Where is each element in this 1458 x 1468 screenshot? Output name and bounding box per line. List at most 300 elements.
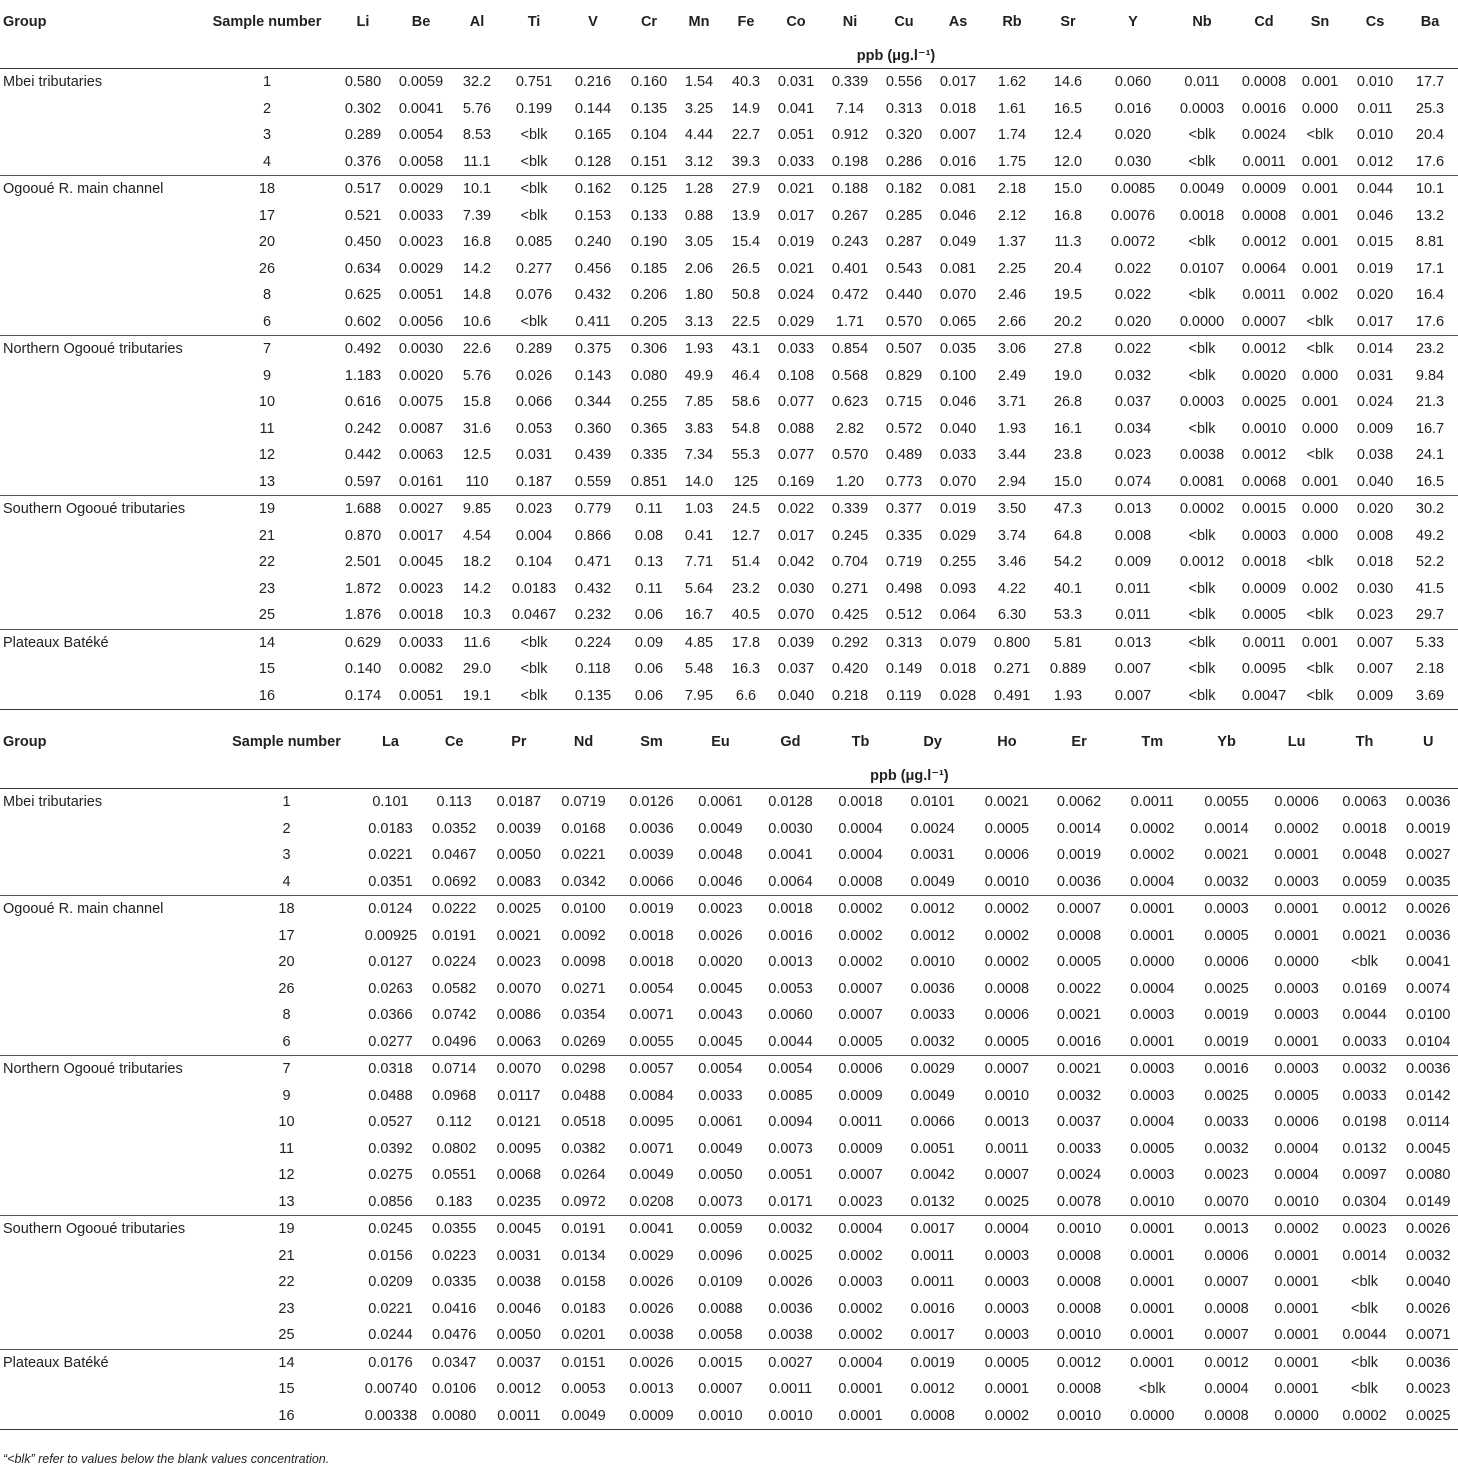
table-cell: 0.0018 (826, 789, 896, 816)
table-cell: 49.2 (1415, 527, 1445, 544)
table-cell: 0.472 (831, 287, 869, 304)
table-cell: 0.066 (515, 394, 553, 411)
table-cell: 0.287 (885, 234, 923, 251)
table-cell: 0.065 (939, 313, 977, 330)
table-cell: 0.183 (435, 1193, 473, 1210)
group-name (0, 229, 200, 256)
table-cell: 0.169 (777, 473, 815, 490)
table-cell: 0.0010 (685, 1403, 755, 1430)
table-cell: 0.0023 (838, 1193, 883, 1210)
table-cell: 0.0025 (768, 1247, 813, 1264)
sample-number: 4 (262, 153, 272, 170)
sample-number: 7 (212, 1056, 361, 1083)
table-cell: 0.0244 (368, 1327, 413, 1344)
table-cell: 0.0019 (1204, 1007, 1249, 1024)
table-cell: <blk (504, 629, 564, 656)
table-cell: 0.06 (622, 683, 676, 710)
table-cell: 2.06 (684, 260, 714, 277)
table-cell: 0.011 (1115, 607, 1151, 624)
table-cell: 15.8 (462, 394, 492, 411)
table-cell: 0.0006 (984, 1007, 1030, 1024)
table-cell: 0.199 (515, 100, 553, 117)
table-cell: 15.0 (1038, 176, 1098, 203)
table-cell: 0.0183 (368, 820, 413, 837)
table-cell: 0.255 (630, 394, 668, 411)
table-cell: 52.2 (1415, 554, 1445, 571)
table-cell: 0.0016 (1056, 1033, 1102, 1050)
table-cell: 0.0026 (629, 1274, 674, 1291)
table-cell: 0.023 (1114, 447, 1152, 464)
table-cell: 0.112 (436, 1114, 472, 1131)
table-cell: 0.0002 (838, 1247, 883, 1264)
table-cell: 0.0036 (1056, 873, 1102, 890)
element-column-header: Yb (1217, 734, 1236, 750)
sample-number: 1 (200, 69, 334, 96)
table-cell: 0.011 (1357, 100, 1393, 117)
table-cell: 0.046 (1356, 207, 1394, 224)
sample-number: 7 (200, 336, 334, 363)
table-cell: 0.0004 (1130, 1114, 1175, 1131)
table-cell: 0.623 (831, 394, 869, 411)
group-name (0, 923, 212, 950)
table-row (0, 1376, 1458, 1403)
table-row (0, 1243, 1458, 1270)
table-cell: 0.339 (822, 496, 878, 523)
table-cell: 4.44 (684, 127, 714, 144)
table-cell: 0.0035 (1406, 873, 1451, 890)
table-cell: 0.007 (1356, 661, 1394, 678)
table-cell: 0.113 (420, 789, 488, 816)
table-cell: 16.5 (1053, 100, 1083, 117)
table-cell: 0.491 (986, 683, 1038, 710)
table-cell: 0.335 (885, 527, 923, 544)
table-cell: 0.0049 (698, 1140, 743, 1157)
table-cell: 0.0033 (698, 1087, 743, 1104)
table-cell: 0.0012 (896, 896, 970, 923)
element-column-header: Cd (1254, 14, 1274, 30)
table-cell: 0.0012 (1331, 896, 1399, 923)
table-cell: 0.0001 (1130, 1247, 1175, 1264)
table-cell: 0.0023 (496, 954, 542, 971)
table-cell: 0.0026 (618, 1349, 686, 1376)
group-name (0, 96, 200, 123)
table-cell: 0.0004 (1204, 1381, 1249, 1398)
group-name (0, 256, 200, 283)
table-cell: 0.0802 (431, 1140, 477, 1157)
table-cell: 3.05 (684, 234, 714, 251)
sample-number: 8 (262, 287, 272, 304)
table-cell: 6.6 (722, 683, 770, 710)
table-cell: 0.0071 (629, 1140, 674, 1157)
table-cell: 0.0001 (1263, 896, 1331, 923)
table-cell: 0.0029 (896, 1056, 970, 1083)
table-cell: 1.93 (676, 336, 722, 363)
table-cell: 1.71 (835, 313, 865, 330)
table-cell: 27.9 (722, 176, 770, 203)
table-cell: 0.0008 (1056, 1274, 1102, 1291)
table-cell: 0.0024 (1056, 1167, 1102, 1184)
table-cell: 0.046 (939, 207, 977, 224)
table-cell: 0.064 (939, 607, 977, 624)
table-cell: 0.442 (344, 447, 382, 464)
table-cell: 5.76 (462, 367, 492, 384)
table-cell: 0.0000 (1114, 1403, 1190, 1430)
table-cell: 0.0020 (698, 954, 743, 971)
table-cell: 0.517 (334, 176, 392, 203)
table-cell: 0.0078 (1056, 1193, 1102, 1210)
table-cell: 0.0001 (1130, 1033, 1175, 1050)
table-cell: <blk (1306, 661, 1334, 678)
sample-number-column-header: Sample number (232, 734, 341, 750)
table-cell: 0.616 (344, 394, 382, 411)
table-cell: 0.0001 (1130, 927, 1175, 944)
table-cell: 2.46 (997, 287, 1027, 304)
table-cell: 0.0100 (550, 896, 618, 923)
table-cell: 0.0047 (1236, 683, 1292, 710)
table-cell: 0.0347 (420, 1349, 488, 1376)
table-cell: 10.1 (450, 176, 504, 203)
table-cell: 0.0032 (755, 1216, 825, 1243)
table-cell: 0.0002 (1130, 820, 1175, 837)
table-cell: 17.6 (1415, 313, 1445, 330)
group-name: Plateaux Batéké (0, 1349, 212, 1376)
table-cell: 0.0048 (1342, 847, 1387, 864)
table-cell: <blk (1306, 607, 1334, 624)
table-cell: 0.000 (1301, 367, 1339, 384)
table-cell: 0.0049 (910, 1087, 955, 1104)
table-cell: 0.0044 (1342, 1007, 1387, 1024)
table-cell: 0.079 (930, 629, 986, 656)
table-cell: 1.74 (997, 127, 1027, 144)
table-cell: 1.93 (1038, 683, 1098, 710)
table-cell: 0.912 (831, 127, 869, 144)
sample-number: 11 (259, 420, 275, 437)
table-cell: 0.440 (885, 287, 923, 304)
table-cell: 0.0039 (629, 847, 674, 864)
table-cell: 0.029 (939, 527, 977, 544)
table-cell: 0.151 (630, 153, 668, 170)
element-column-header: Nb (1192, 14, 1212, 30)
table-cell: 0.0013 (629, 1381, 674, 1398)
table-cell: 0.456 (574, 260, 612, 277)
table-cell: 2.94 (997, 473, 1027, 490)
table-cell: 0.037 (777, 661, 815, 678)
table-cell: 0.017 (777, 207, 815, 224)
table-cell: 0.0124 (361, 896, 420, 923)
table-cell: 14.2 (462, 260, 492, 277)
table-cell: 11.6 (450, 629, 504, 656)
table-cell: 0.070 (939, 473, 977, 490)
group-name (0, 282, 200, 309)
table-cell: 0.081 (939, 260, 977, 277)
table-cell: 0.0001 (1274, 927, 1319, 944)
element-column-header: Mn (688, 14, 710, 30)
table-cell: 2.25 (997, 260, 1027, 277)
table-cell: 0.0026 (1398, 896, 1458, 923)
table-cell: <blk (1188, 234, 1216, 251)
table-row (0, 69, 1458, 96)
table-cell: 0.029 (777, 313, 815, 330)
table-cell: 0.0045 (488, 1216, 550, 1243)
table-cell: 0.0275 (368, 1167, 413, 1184)
group-name (0, 683, 200, 710)
table-cell: 0.570 (885, 313, 923, 330)
table-cell: 0.015 (1356, 234, 1394, 251)
table-cell: 1.183 (344, 367, 382, 384)
table-cell: 0.0010 (1274, 1193, 1319, 1210)
table-footnote: “<blk” refer to values below the blank values concentration. (3, 1452, 330, 1466)
table-cell: 0.0046 (496, 1300, 542, 1317)
table-cell: 0.028 (930, 683, 986, 710)
sample-number: 1 (212, 789, 361, 816)
table-cell: 0.0201 (561, 1327, 606, 1344)
table-cell: 0.001 (1292, 176, 1348, 203)
table-cell: 0.007 (1098, 683, 1168, 710)
table-cell: 26.5 (731, 260, 761, 277)
table-cell: 4.54 (462, 527, 492, 544)
table-cell: 0.017 (1356, 313, 1394, 330)
table-cell: 0.0021 (1204, 847, 1249, 864)
group-name (0, 576, 200, 603)
sample-number: 17 (278, 927, 295, 944)
table-cell: 0.0011 (768, 1381, 813, 1398)
table-cell: 54.8 (731, 420, 761, 437)
group-name (0, 869, 212, 896)
table-cell: 12.5 (462, 447, 492, 464)
table-cell: 0.0008 (896, 1403, 970, 1430)
element-column-header: Eu (711, 734, 730, 750)
element-column-header: Nd (573, 734, 594, 750)
table-cell: 0.020 (1356, 287, 1394, 304)
table-cell: 0.018 (1356, 554, 1394, 571)
table-cell: 0.0009 (618, 1403, 686, 1430)
group-name (0, 549, 200, 576)
table-cell: 0.0001 (1274, 1300, 1319, 1317)
table-cell: 0.0049 (698, 820, 743, 837)
table-cell: 0.0032 (1331, 1056, 1399, 1083)
table-cell: 0.0101 (896, 789, 970, 816)
table-cell: 0.0018 (398, 607, 444, 624)
table-cell: 0.013 (1098, 496, 1168, 523)
element-column-header: Ti (527, 14, 541, 30)
table-cell: 22.5 (731, 313, 761, 330)
table-cell: 0.0023 (685, 896, 755, 923)
table-cell: 0.031 (1356, 367, 1394, 384)
table-cell: 0.010 (1348, 69, 1402, 96)
table-cell: 41.5 (1415, 580, 1445, 597)
table-cell: 0.0972 (561, 1193, 606, 1210)
sample-number: 22 (258, 554, 276, 571)
table-cell: 0.0104 (1406, 1033, 1451, 1050)
sample-number: 25 (258, 607, 276, 624)
table-cell: 0.0051 (768, 1167, 813, 1184)
table-cell: 4.22 (997, 580, 1027, 597)
table-cell: 64.8 (1053, 527, 1083, 544)
table-cell: 3.71 (997, 394, 1027, 411)
table-cell: 0.0061 (698, 1114, 743, 1131)
table-cell: 0.271 (831, 580, 869, 597)
table-cell: 0.0025 (1204, 980, 1249, 997)
table-cell: 0.0003 (1130, 1007, 1175, 1024)
table-cell: 0.0742 (431, 1007, 477, 1024)
unit-label: ppb (μg.l⁻¹) (870, 768, 949, 784)
table-row (0, 442, 1458, 469)
table-cell: 14.0 (684, 473, 714, 490)
table-cell: 0.0023 (1204, 1167, 1249, 1184)
element-column-header: As (948, 14, 968, 30)
table-cell: 0.135 (564, 683, 622, 710)
sample-number: 13 (258, 473, 276, 490)
table-cell: 0.0005 (970, 1349, 1044, 1376)
unit-row (0, 44, 1458, 69)
table-cell: 14.2 (462, 580, 492, 597)
table-cell: 125 (733, 473, 759, 490)
table-cell: 0.0005 (1056, 954, 1102, 971)
table-cell: 17.6 (1415, 153, 1445, 170)
table-cell: 0.0019 (618, 896, 686, 923)
table-cell: 0.009 (1356, 420, 1394, 437)
table-cell: 0.0000 (1274, 954, 1319, 971)
group-name: Plateaux Batéké (0, 629, 200, 656)
table-cell: 0.149 (885, 661, 923, 678)
group-name: Ogooué R. main channel (0, 176, 200, 203)
table-cell: 0.060 (1098, 69, 1168, 96)
table-cell: 0.0001 (1114, 1216, 1190, 1243)
sample-number: 14 (212, 1349, 361, 1376)
table-cell: 0.0058 (398, 153, 444, 170)
sample-number: 21 (278, 1247, 295, 1264)
table-cell: 0.153 (574, 207, 612, 224)
table-cell: 0.0081 (1179, 473, 1225, 490)
table-cell: 0.0001 (826, 1403, 896, 1430)
table-cell: 0.0021 (496, 927, 542, 944)
table-cell: 0.018 (939, 661, 977, 678)
table-cell: 23.8 (1053, 447, 1083, 464)
table-cell: 0.080 (630, 367, 668, 384)
table-cell: <blk (1188, 607, 1216, 624)
table-cell: 0.0011 (911, 1247, 955, 1264)
table-cell: 0.0030 (768, 820, 813, 837)
table-cell: 0.0071 (629, 1007, 674, 1024)
sample-number: 9 (262, 367, 272, 384)
table-cell: 16.3 (731, 661, 761, 678)
table-cell: 0.081 (930, 176, 986, 203)
table-cell: 0.625 (344, 287, 382, 304)
table-cell: 0.0018 (1241, 554, 1287, 571)
table-cell: 0.024 (777, 287, 815, 304)
table-cell: 0.0007 (1204, 1327, 1249, 1344)
table-cell: 0.0856 (368, 1193, 413, 1210)
unit-row (0, 764, 1458, 789)
table-cell: 23.2 (1402, 336, 1458, 363)
table-cell: 0.0008 (1236, 69, 1292, 96)
table-cell: 0.0063 (496, 1033, 542, 1050)
group-name (0, 1243, 212, 1270)
group-name (0, 1002, 212, 1029)
table-cell: 0.016 (1114, 100, 1152, 117)
table-cell: 0.339 (822, 69, 878, 96)
table-cell: 0.0088 (698, 1300, 743, 1317)
table-cell: 0.0171 (768, 1193, 813, 1210)
table-cell: 0.0041 (1406, 954, 1451, 971)
table-cell: 26.8 (1053, 394, 1083, 411)
table-cell: 0.030 (777, 580, 815, 597)
table-cell: 0.0003 (984, 1327, 1030, 1344)
table-cell: 0.0005 (984, 820, 1030, 837)
group-name (0, 1322, 212, 1349)
group-name (0, 309, 200, 336)
table-cell: 53.3 (1053, 607, 1083, 624)
table-cell: 0.0018 (755, 896, 825, 923)
table-cell: 0.0235 (496, 1193, 542, 1210)
table-cell: 0.0191 (431, 927, 477, 944)
table-cell: 0.001 (1301, 153, 1339, 170)
element-column-header: Ho (997, 734, 1017, 750)
table-cell: 0.035 (930, 336, 986, 363)
table-cell: 0.313 (885, 100, 923, 117)
table-row (0, 1269, 1458, 1296)
table-cell: 5.64 (684, 580, 714, 597)
table-cell: 16.7 (1415, 420, 1445, 437)
table-cell: 0.0277 (368, 1033, 413, 1050)
table-cell: 0.0059 (685, 1216, 755, 1243)
table-cell: 0.143 (574, 367, 612, 384)
table-cell: <blk (1306, 127, 1334, 144)
table-cell: 0.011 (1168, 69, 1236, 96)
table-cell: <blk (1306, 447, 1334, 464)
group-name (0, 122, 200, 149)
table-cell: 0.040 (1356, 473, 1394, 490)
group-column-header: Group (3, 14, 47, 30)
table-cell: 0.0006 (1204, 1247, 1249, 1264)
table-cell: 0.125 (622, 176, 676, 203)
table-cell: 0.0003 (1179, 100, 1225, 117)
sample-number: 16 (212, 1403, 361, 1430)
table-cell: 13.9 (731, 207, 761, 224)
table-cell: 0.0032 (1204, 873, 1249, 890)
table-cell: <blk (520, 661, 548, 678)
group-name: Southern Ogooué tributaries (0, 1216, 212, 1243)
table-cell: 0.0518 (561, 1114, 606, 1131)
table-cell: 3.12 (684, 153, 714, 170)
table-cell: 0.0037 (1056, 1114, 1102, 1131)
table-cell: 0.0085 (1098, 176, 1168, 203)
sample-number: 9 (282, 1087, 291, 1104)
table-cell: 0.243 (831, 234, 869, 251)
table-cell: 0.0126 (618, 789, 686, 816)
table-cell: 0.773 (885, 473, 923, 490)
table-cell: 40.1 (1053, 580, 1083, 597)
table-cell: 0.0001 (1274, 1381, 1319, 1398)
element-column-header: Ni (842, 14, 858, 30)
table-row (0, 1296, 1458, 1323)
table-cell: 0.0011 (1242, 153, 1286, 170)
table-cell: 0.165 (574, 127, 612, 144)
table-cell: 0.031 (770, 69, 822, 96)
table-cell: 0.0013 (1190, 1216, 1262, 1243)
table-cell: 16.8 (1053, 207, 1083, 224)
table-cell: 0.0005 (838, 1033, 883, 1050)
table-cell: 0.022 (1114, 287, 1152, 304)
table-cell: 0.0011 (838, 1114, 883, 1131)
table-cell: 0.0014 (1056, 820, 1102, 837)
table-cell: 0.0033 (392, 629, 450, 656)
table-cell: 0.0222 (420, 896, 488, 923)
element-column-header: Tb (851, 734, 870, 750)
table-cell: 0.0045 (398, 554, 444, 571)
table-cell: 0.0006 (1274, 1114, 1319, 1131)
table-cell: 0.0106 (431, 1381, 477, 1398)
